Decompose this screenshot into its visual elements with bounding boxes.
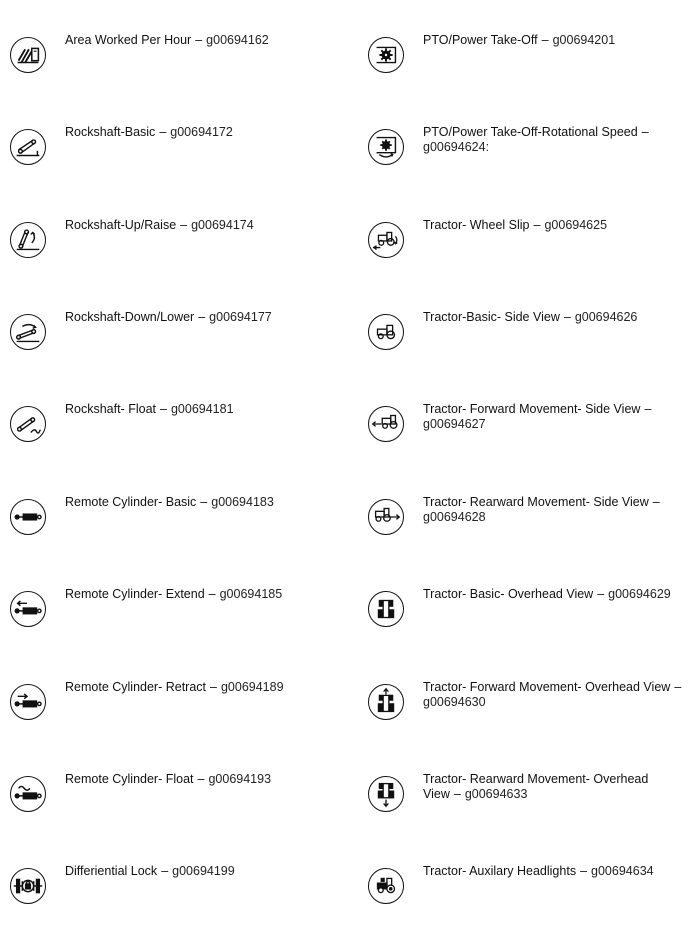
entry-code: g00694625 — [544, 218, 608, 232]
remote-cylinder-basic-icon — [10, 499, 46, 535]
entry-tractor-headlights: Tractor- Auxilary Headlights – g00694634 — [368, 868, 686, 948]
remote-cylinder-float-icon — [10, 776, 46, 812]
entry-tractor-rearward-overhead: Tractor- Rearward Movement- Overhead View – g00694633 — [368, 776, 686, 856]
entry-name: Tractor- Forward Movement- Overhead View — [423, 680, 671, 694]
entry-remote-cylinder-retract: Remote Cylinder- Retract – g00694189 — [10, 684, 340, 764]
entry-name: PTO/Power Take-Off — [423, 33, 538, 47]
entry-rockshaft-lower: Rockshaft-Down/Lower – g00694177 — [10, 314, 340, 394]
entry-code: g00694630 — [423, 695, 486, 709]
entry-code: g00694181 — [170, 402, 234, 416]
entry-name: Tractor- Auxilary Headlights — [423, 864, 577, 878]
entry-code: g00694626 — [574, 310, 638, 324]
entry-area-worked: Area Worked Per Hour – g00694162 — [10, 37, 340, 117]
entry-name: Remote Cylinder- Basic — [65, 495, 197, 509]
entry-code: g00694172 — [170, 125, 233, 139]
entry-rockshaft-basic: Rockshaft-Basic – g00694172 — [10, 129, 340, 209]
entry-tractor-rearward-side: Tractor- Rearward Movement- Side View –g00694628 — [368, 499, 686, 579]
entry-tractor-overhead: Tractor- Basic- Overhead View – g00694629 — [368, 591, 686, 671]
entry-code: g00694633 — [464, 787, 528, 801]
rockshaft-raise-icon — [10, 222, 46, 258]
entry-tractor-forward-overhead: Tractor- Forward Movement- Overhead View –g00694630 — [368, 684, 686, 764]
entry-name: Tractor- Rearward Movement- Overhead View — [423, 772, 649, 801]
entry-name: Remote Cylinder- Float — [65, 772, 194, 786]
tractor-overhead-icon — [368, 591, 404, 627]
pto-icon — [368, 37, 404, 73]
entry-code: g00694183 — [211, 495, 274, 509]
entry-name: Area Worked Per Hour — [65, 33, 192, 47]
entry-code: g00694174 — [191, 218, 254, 232]
tractor-forward-side-icon — [368, 406, 404, 442]
pto-rotational-speed-icon — [368, 129, 404, 165]
remote-cylinder-extend-icon — [10, 591, 46, 627]
entry-tractor-forward-side: Tractor- Forward Movement- Side View –g00694627 — [368, 406, 686, 486]
entry-code: g00694189 — [220, 680, 284, 694]
entry-tractor-wheel-slip: Tractor- Wheel Slip – g00694625 — [368, 222, 686, 302]
tractor-side-view-icon — [368, 314, 404, 350]
entry-name: Tractor- Forward Movement- Side View — [423, 402, 641, 416]
area-worked-icon — [10, 37, 46, 73]
tractor-wheel-slip-icon — [368, 222, 404, 258]
entry-code: g00694177 — [209, 310, 272, 324]
entry-code: g00694201 — [552, 33, 616, 47]
entry-name: Remote Cylinder- Retract — [65, 680, 207, 694]
entry-name: Tractor- Rearward Movement- Side View — [423, 495, 649, 509]
entry-remote-cylinder-basic: Remote Cylinder- Basic – g00694183 — [10, 499, 340, 579]
entry-rockshaft-raise: Rockshaft-Up/Raise – g00694174 — [10, 222, 340, 302]
entry-remote-cylinder-float: Remote Cylinder- Float – g00694193 — [10, 776, 340, 856]
tractor-headlights-icon — [368, 868, 404, 904]
entry-remote-cylinder-extend: Remote Cylinder- Extend – g00694185 — [10, 591, 340, 671]
tractor-rearward-overhead-icon — [368, 776, 404, 812]
rockshaft-basic-icon — [10, 129, 46, 165]
entry-name: PTO/Power Take-Off-Rotational Speed — [423, 125, 638, 139]
entry-name: Tractor- Wheel Slip — [423, 218, 530, 232]
entry-name: Tractor-Basic- Side View — [423, 310, 560, 324]
rockshaft-float-icon — [10, 406, 46, 442]
entry-code: g00694634 — [591, 864, 654, 878]
entry-name: Tractor- Basic- Overhead View — [423, 587, 594, 601]
entry-pto-rotational-speed: PTO/Power Take-Off-Rotational Speed –g00694624: — [368, 129, 686, 209]
differential-lock-icon — [10, 868, 46, 904]
rockshaft-lower-icon — [10, 314, 46, 350]
entry-code: g00694185 — [219, 587, 283, 601]
entry-pto: PTO/Power Take-Off – g00694201 — [368, 37, 686, 117]
entry-rockshaft-float: Rockshaft- Float – g00694181 — [10, 406, 340, 486]
entry-name: Differiential Lock — [65, 864, 158, 878]
tractor-forward-overhead-icon — [368, 684, 404, 720]
entry-name: Rockshaft-Basic — [65, 125, 156, 139]
entry-differential-lock: Differiential Lock – g00694199 — [10, 868, 340, 948]
entry-code: g00694624: — [423, 140, 490, 154]
entry-name: Rockshaft-Up/Raise — [65, 218, 177, 232]
tractor-rearward-side-icon — [368, 499, 404, 535]
entry-code: g00694199 — [172, 864, 235, 878]
entry-code: g00694193 — [208, 772, 272, 786]
entry-tractor-side-view: Tractor-Basic- Side View – g00694626 — [368, 314, 686, 394]
entry-name: Rockshaft-Down/Lower — [65, 310, 195, 324]
entry-code: g00694162 — [206, 33, 269, 47]
entry-code: g00694629 — [608, 587, 671, 601]
entry-code: g00694627 — [423, 417, 486, 431]
entry-name: Rockshaft- Float — [65, 402, 157, 416]
entry-code: g00694628 — [423, 510, 486, 524]
remote-cylinder-retract-icon — [10, 684, 46, 720]
entry-name: Remote Cylinder- Extend — [65, 587, 205, 601]
